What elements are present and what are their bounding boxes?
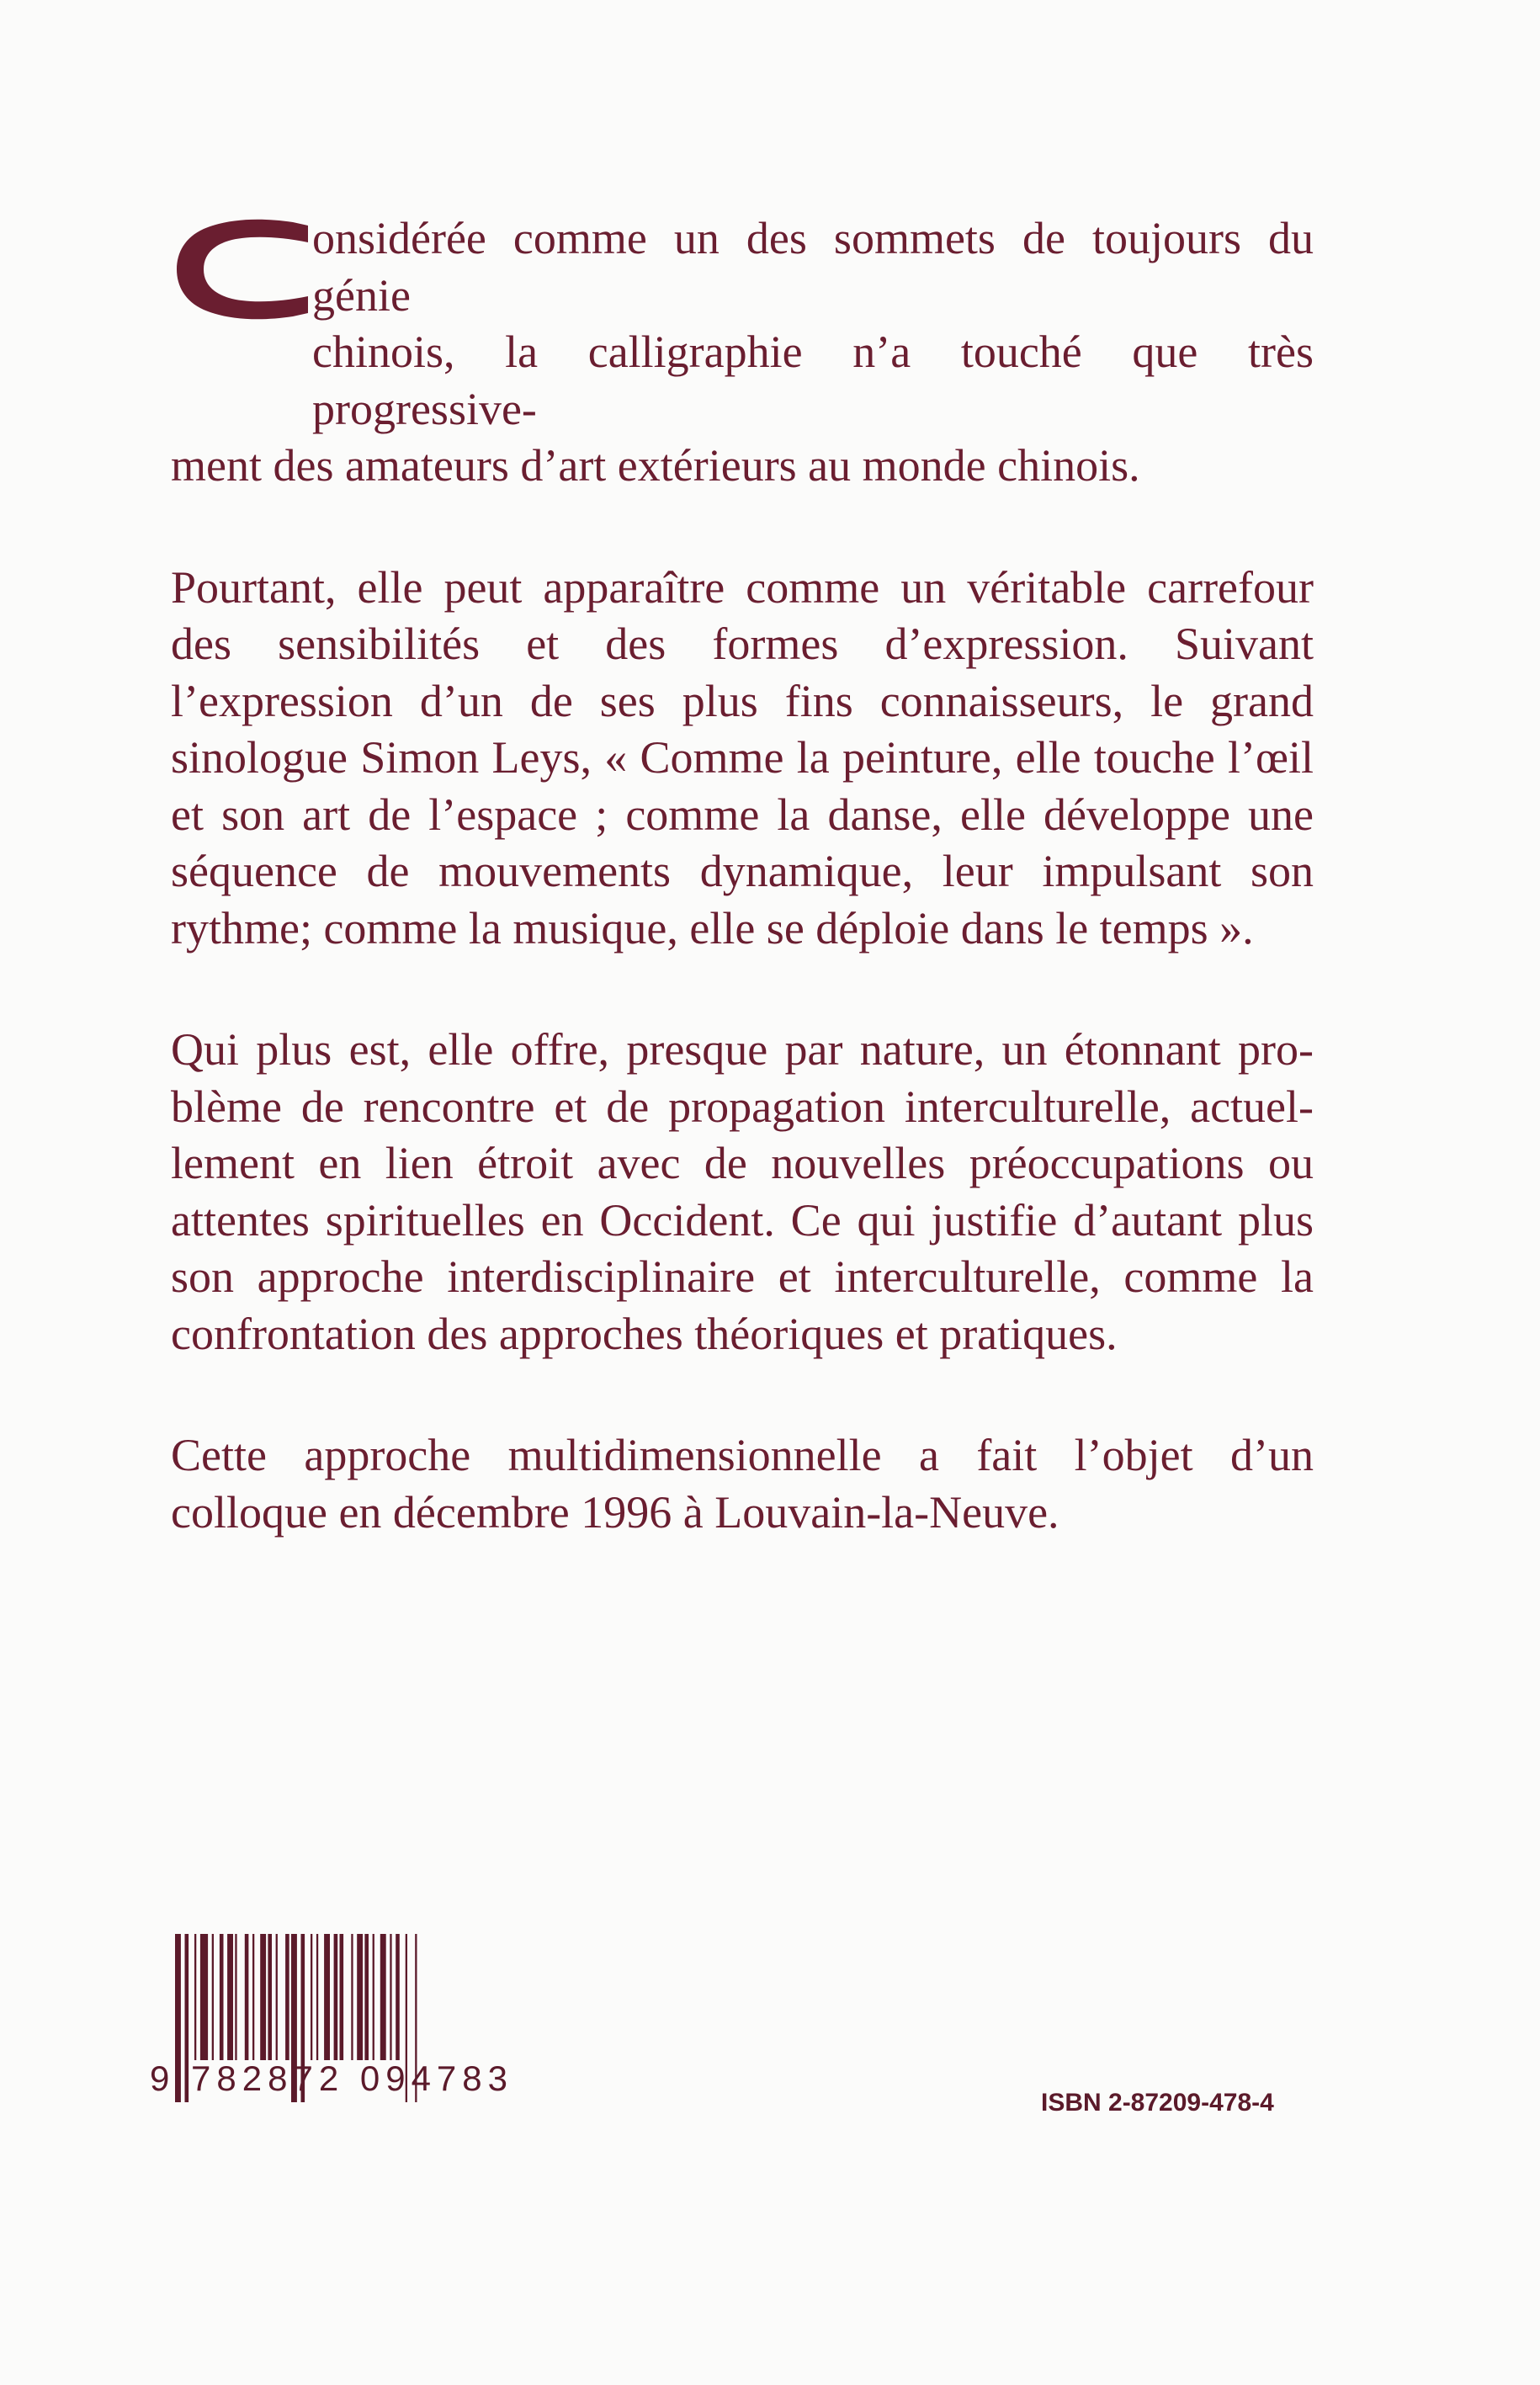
paragraph-quote: Pourtant, elle peut apparaître comme un véritable carrefour des sensibilités et des formes d’expression. Suivant l’expression d’un de ses plus fins connaisseurs, le grand sinologue Simon Leys, « Comme la peinture, elle touche l’œil et son art de l’espace ; comme la danse, elle développe une séquence de mouvements dynamique, leur impulsant son rythme; comme la musique, elle se déploie dans le temps ». <box>171 561 1314 953</box>
barcode-bar <box>373 1934 374 2060</box>
barcode <box>133 1934 554 2106</box>
barcode-bar <box>357 1934 363 2060</box>
barcode-bar <box>235 1934 236 2060</box>
barcode-bar <box>390 1934 391 2060</box>
barcode-bar <box>227 1934 233 2060</box>
paragraph-intercultural: Qui plus est, elle offre, presque par nature, un étonnant pro-blème de rencontre et de propagation interculturelle, actuel-lement en lien étroit avec de nouvelles préoccupations ou attentes spirituelles en Occident. Ce qui justifie d’autant plus son approche interdisciplinaire et interculturelle, comme la confrontation des approches théoriques et pratiques. <box>171 1024 1314 1359</box>
barcode-bar <box>351 1934 353 2060</box>
barcode-bar <box>340 1934 344 2060</box>
barcode-bar <box>276 1934 278 2060</box>
barcode-bar <box>316 1934 318 2060</box>
intro-line-2: chinois, la calligraphie n’a touché que très progressive- <box>312 327 1314 434</box>
barcode-bar <box>334 1934 338 2060</box>
barcode-bar <box>252 1934 254 2060</box>
barcode-bar <box>324 1934 330 2060</box>
drop-cap-c <box>175 219 310 320</box>
barcode-bar <box>285 1934 289 2060</box>
barcode-bar <box>220 1934 224 2060</box>
intro-paragraph <box>171 210 1314 495</box>
paragraph-colloquium: Cette approche multidimensionnelle a fait l’objet d’un colloque en décembre 1996 à Louvain-la-Neuve. <box>171 1430 1314 1538</box>
barcode-bar <box>194 1934 196 2060</box>
barcode-bar <box>212 1934 214 2060</box>
isbn-label: ISBN 2-87209-478-4 <box>1041 2089 1274 2117</box>
intro-line-1: onsidérée comme un des sommets de toujours du génie <box>312 213 1314 321</box>
barcode-bar <box>364 1934 369 2060</box>
barcode-bar <box>268 1934 272 2060</box>
barcode-bar <box>245 1934 249 2060</box>
barcode-bar <box>260 1934 266 2060</box>
barcode-bar <box>311 1934 312 2060</box>
intro-line-3: ment des amateurs d’art extérieurs au monde chinois. <box>171 440 1140 491</box>
barcode-bar <box>380 1934 386 2060</box>
barcode-bar <box>200 1934 208 2060</box>
barcode-digits: 9 782872 094783 <box>150 2058 513 2098</box>
barcode-bar <box>396 1934 400 2060</box>
back-cover-text <box>171 210 1314 1541</box>
